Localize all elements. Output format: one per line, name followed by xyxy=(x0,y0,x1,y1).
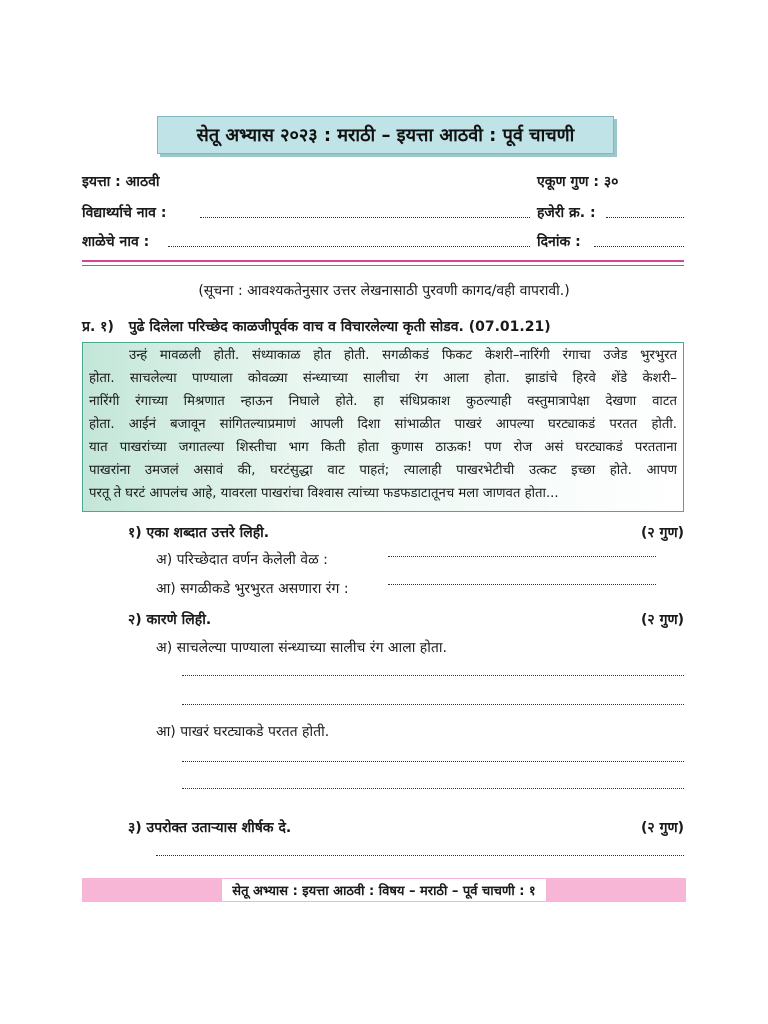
subquestion-1b-text: आ) सगळीकडे भुरभुरत असणारा रंग : xyxy=(156,581,349,597)
subquestion-3-marks: (२ गुण) xyxy=(641,820,684,836)
class-label: इयत्ता : आठवी xyxy=(82,174,160,190)
subquestion-3-label: ३) उपरोक्त उताऱ्यास शीर्षक दे. xyxy=(128,820,292,836)
date-field[interactable] xyxy=(594,246,684,247)
school-name-field[interactable] xyxy=(168,246,530,247)
attendance-field[interactable] xyxy=(606,217,684,218)
school-name-label: शाळेचे नाव : xyxy=(82,234,150,250)
subquestion-3-answer-line[interactable] xyxy=(156,855,684,856)
passage-line: नारिंगी रंगाच्या मिश्रणात न्हाऊन निघाले होते. हा संधिप्रकाश कुठल्याही वस्तुमात्रापेक्षा देखणा वाटत xyxy=(89,394,677,409)
passage-line: होता. साचलेल्या पाण्याला कोवळ्या संन्ध्याच्या सालीचा रंग आला होता. झाडांचे हिरवे शेंडे केशरी– xyxy=(89,371,677,386)
footer-band xyxy=(82,878,686,902)
subquestion-2-label: २) कारणे लिही. xyxy=(128,612,212,628)
page-title: सेतू अभ्यास २०२३ : मराठी – इयत्ता आठवी : पूर्व चाचणी xyxy=(157,116,614,154)
subquestion-2a-text: अ) साचलेल्या पाण्याला संन्ध्याच्या सालीच रंग आला होता. xyxy=(156,640,447,656)
passage-line: परतू ते घरटं आपलंच आहे, यावरला पाखरांचा विश्वास त्यांच्या फडफडाटातूनच मला जाणवत होता... xyxy=(89,486,559,501)
question-1 xyxy=(82,317,551,336)
passage-line: होता. आईनं बजावून सांगितल्याप्रमाणं आपली दिशा सांभाळीत पाखरं आपल्या घरट्याकडं परतत होती. xyxy=(89,417,677,432)
subquestion-2-marks: (२ गुण) xyxy=(641,612,684,628)
total-marks-label: एकूण गुण : ३० xyxy=(537,174,619,190)
passage-box xyxy=(82,342,684,512)
subquestion-1a-text: अ) परिच्छेदात वर्णन केलेली वेळ : xyxy=(156,552,328,568)
passage-line: उन्हं मावळली होती. संध्याकाळ होत होती. सगळीकडं फिकट केशरी–नारिंगी रंगाचा उजेड भुरभुरत xyxy=(129,348,677,363)
subquestion-1-marks: (२ गुण) xyxy=(641,525,684,541)
subquestion-1b-answer-line[interactable] xyxy=(388,584,656,585)
passage-line: पाखरांना उमजलं असावं की, घरटंसुद्धा वाट पाहतं; त्यालाही पाखरभेटीची उत्कट इच्छा होते. आपण xyxy=(89,463,677,478)
header-divider xyxy=(82,260,684,262)
subquestion-2b-answer-line[interactable] xyxy=(182,788,684,789)
footer-text: सेतू अभ्यास : इयत्ता आठवी : विषय – मराठी – पूर्व चाचणी : १ xyxy=(222,879,545,901)
subquestion-2b-text: आ) पाखरं घरट्याकडे परतत होती. xyxy=(156,724,330,740)
attendance-label: हजेरी क्र. : xyxy=(537,205,596,221)
header-divider-thin xyxy=(82,265,684,266)
student-name-label: विद्यार्थ्याचे नाव : xyxy=(82,205,167,221)
subquestion-2b-answer-line[interactable] xyxy=(182,761,684,762)
date-label: दिनांक : xyxy=(537,234,581,250)
subquestion-1-label: १) एका शब्दात उत्तरे लिही. xyxy=(128,525,270,541)
instruction-note: (सूचना : आवश्यकतेनुसार उत्तर लेखनासाठी पुरवणी कागद/वही वापरावी.) xyxy=(198,283,570,299)
student-name-field[interactable] xyxy=(200,217,530,218)
question-1-number: प्र. १) xyxy=(82,319,114,335)
question-1-text: पुढे दिलेला परिच्छेद काळजीपूर्वक वाच व विचारलेल्या कृती सोडव. (07.01.21) xyxy=(128,319,551,335)
subquestion-2a-answer-line[interactable] xyxy=(182,675,684,676)
subquestion-1a-answer-line[interactable] xyxy=(388,556,656,557)
passage-line: यात पाखरांच्या जगातल्या शिस्तीचा भाग किती होता कुणास ठाऊक! पण रोज असं घरट्याकडं परतताना xyxy=(89,440,677,455)
subquestion-2a-answer-line[interactable] xyxy=(182,704,684,705)
